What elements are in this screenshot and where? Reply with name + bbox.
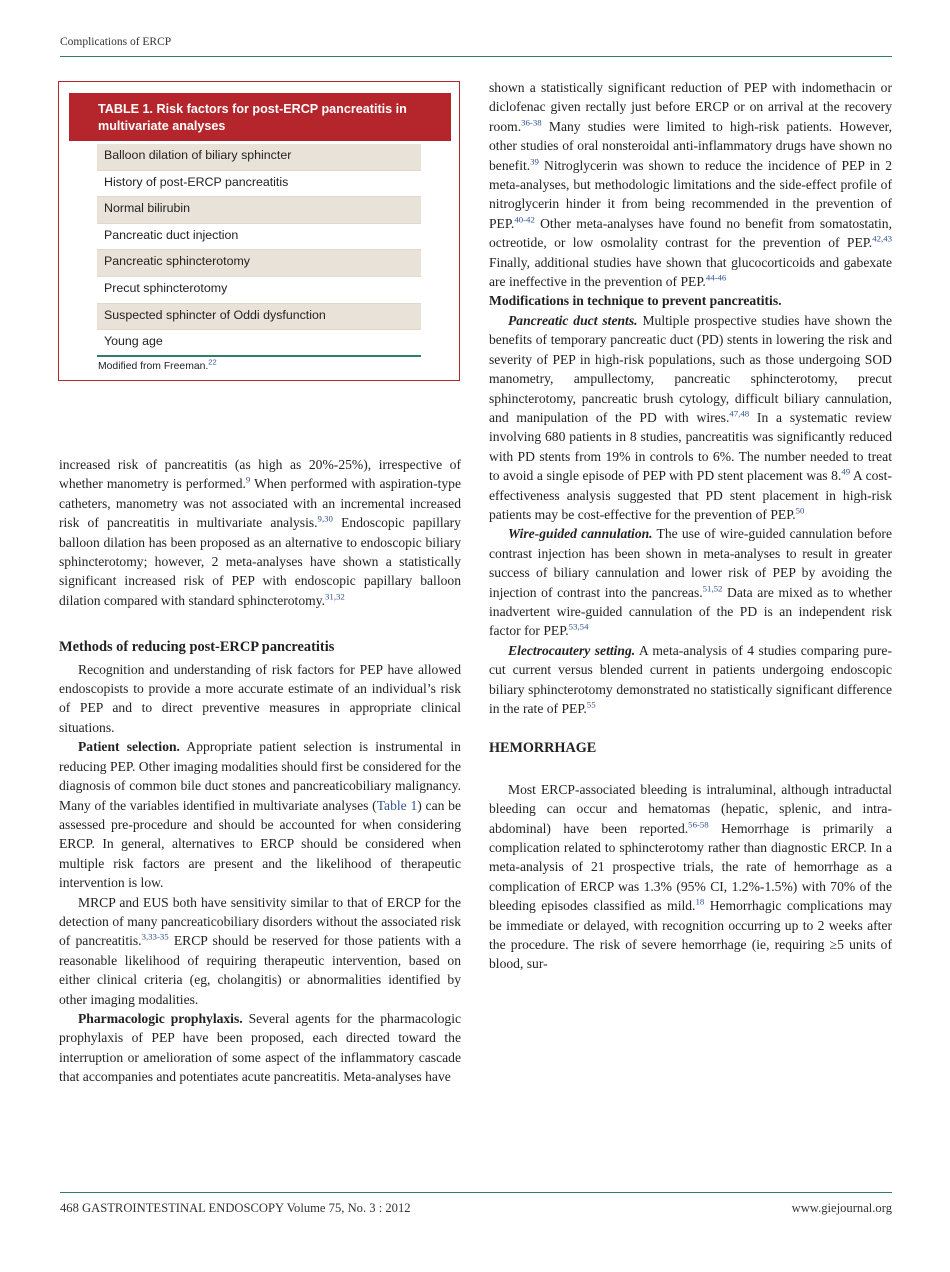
paragraph bbox=[59, 893, 461, 1009]
reference-link[interactable]: 40-42 bbox=[514, 214, 535, 225]
table-row: Pancreatic duct injection bbox=[97, 224, 421, 251]
running-head: Complications of ERCP bbox=[60, 36, 172, 48]
table-title-line-2: multivariate analyses bbox=[98, 119, 226, 133]
paragraph: Recognition and understanding of risk factors for PEP have allowed endoscopists to provide a more accurate estimate of an individual’s risk of PEP and to direct preventive measures in appropriate clinical situations. bbox=[59, 661, 461, 735]
run-in-heading: Pharmacologic prophylaxis. bbox=[78, 1010, 243, 1026]
paragraph bbox=[489, 524, 892, 640]
reference-link[interactable]: 51,52 bbox=[702, 583, 723, 594]
text-run: Nitroglycerin was shown to reduce the incidence of PEP in 2 meta-analyses, but methodologic limitations and the side-effect profile of nitroglycerin hinder it from being recommended in the prevention of PEP. bbox=[489, 157, 892, 231]
reference-link[interactable]: 39 bbox=[530, 156, 539, 167]
reference-link[interactable]: 50 bbox=[795, 505, 805, 516]
table-rows bbox=[97, 144, 421, 357]
reference-link[interactable]: 36-38 bbox=[521, 117, 542, 128]
reference-link[interactable]: 49 bbox=[841, 466, 851, 477]
text-run: Most ERCP-associated bleeding is intraluminal, although intraductal bleeding can occur and hematomas (hepatic, splenic, and intra-abdominal) have been reported. bbox=[489, 781, 892, 836]
reference-link[interactable]: 53,54 bbox=[568, 621, 589, 632]
paragraph bbox=[59, 737, 461, 892]
reference-link[interactable]: 22 bbox=[208, 357, 217, 367]
reference-link[interactable]: 18 bbox=[695, 896, 705, 907]
reference-link[interactable]: 31,32 bbox=[325, 591, 345, 602]
reference-link[interactable]: 9 bbox=[245, 474, 251, 485]
run-in-heading: Patient selection. bbox=[78, 739, 180, 755]
table-link[interactable]: Table 1 bbox=[376, 797, 418, 813]
text-run: Appropriate patient selection is instrumental in reducing PEP. Other imaging modalities should first be considered for the diagnosis of common bile duct stones and pancreaticobiliary malignancy. Many of the variables identified in multivariate analyses ( bbox=[59, 739, 461, 813]
text-run: Endoscopic papillary balloon dilation has been proposed as an alternative to endoscopic biliary sphincterotomy; however, 2 meta-analyses have shown a statistically significant increased risk of PEP with endoscopic papillary balloon dilation compared with standard sphincterotomy. bbox=[59, 515, 461, 608]
reference-link[interactable]: 56-58 bbox=[688, 819, 709, 830]
paragraph bbox=[489, 780, 892, 974]
paragraph bbox=[489, 311, 892, 524]
table-row: Young age bbox=[97, 330, 421, 357]
text-run: ERCP should be reserved for those patients with a reasonable likelihood of requiring therapeutic intervention, based on either clinical criteria (eg, cholangitis) or abnormalities identified by other imaging modalities. bbox=[59, 933, 461, 1007]
text-run: Many studies were limited to high-risk patients. However, other studies of oral nonsteroidal anti-inflammatory drugs have shown no benefit. bbox=[489, 118, 892, 173]
paragraph bbox=[59, 1009, 461, 1087]
run-in-heading: Electrocautery setting. bbox=[508, 642, 636, 658]
reference-link[interactable]: 42,43 bbox=[872, 233, 892, 244]
text-run: The use of wire-guided cannulation before contrast injection has been shown in meta-analyses to result in greater success of biliary cannulation and lower risk of PEP by avoiding the injection of contrast into the pancreas. bbox=[489, 526, 892, 600]
reference-link[interactable]: 47,48 bbox=[729, 408, 750, 419]
table-title-line-1: TABLE 1. Risk factors for post-ERCP pancreatitis in bbox=[98, 102, 407, 116]
table-row: Pancreatic sphincterotomy bbox=[97, 250, 421, 277]
table-title bbox=[69, 93, 451, 141]
paragraph bbox=[489, 78, 892, 291]
text-run: Hemorrhagic complications may be immediate or delayed, with recognition occurring up to 2 weeks after the procedure. The risk of severe hemorrhage (ie, requiring ≥5 units of blood, sur- bbox=[489, 898, 893, 972]
text-run: Hemorrhage is primarily a complication related to sphincterotomy rather than diagnostic ERCP. In a meta-analysis of 21 prospective trials, the rate of hemorrhage as a complication of ERCP was 1.3% (95% CI, 1.2%-1.5%) with 70% of the bleeding episodes classified as mild. bbox=[489, 820, 892, 914]
run-in-heading: Pancreatic duct stents. bbox=[508, 312, 638, 328]
footer-citation: 468 GASTROINTESTINAL ENDOSCOPY Volume 75, No. 3 : 2012 bbox=[60, 1201, 411, 1215]
footer-rule bbox=[60, 1192, 892, 1193]
paragraph bbox=[59, 455, 461, 610]
text-run: Other meta-analyses have found no benefit from somatostatin, octreotide, or low osmolality contrast for the prevention of PEP. bbox=[489, 215, 892, 251]
header-rule bbox=[60, 56, 892, 57]
section-heading: Methods of reducing post-ERCP pancreatitis bbox=[59, 639, 335, 656]
table-footnote bbox=[98, 357, 217, 372]
table-row: Precut sphincterotomy bbox=[97, 277, 421, 304]
subsection-heading: Modifications in technique to prevent pancreatitis. bbox=[489, 293, 782, 309]
table-row: Normal bilirubin bbox=[97, 197, 421, 224]
text-run: Multiple prospective studies have shown the benefits of temporary pancreatic duct (PD) stents in lowering the risk and severity of PEP in high-risk populations, such as those undergoing SOD manometry, ampullectomy, pancreatic sphincterotomy, precut sphincterotomy, pancreatic brush cytology, difficult biliary cannulation, and manipulation of the PD with wires. bbox=[489, 312, 892, 425]
run-in-heading: Wire-guided cannulation. bbox=[508, 526, 653, 542]
text-run: When performed with aspiration-type catheters, manometry was not associated with an incremental increased risk of pancreatitis in multivariate analysis. bbox=[59, 476, 462, 531]
text-run: In a systematic review involving 680 patients in 8 studies, pancreatitis was significantly reduced with PD stents from 19% in controls to 6%. The number needed to treat to avoid a single episode of PEP with PD stent placement was 8. bbox=[489, 409, 892, 484]
text-run: A meta-analysis of 4 studies comparing pure-cut current versus blended current in patients undergoing endoscopic biliary sphincterotomy demonstrated no statistically significant difference in the rate of PEP. bbox=[489, 642, 892, 716]
right-column bbox=[489, 78, 892, 974]
table-row: History of post-ERCP pancreatitis bbox=[97, 171, 421, 198]
reference-link[interactable]: 44-46 bbox=[705, 272, 727, 283]
left-column bbox=[59, 455, 461, 1087]
section-heading: HEMORRHAGE bbox=[489, 740, 597, 757]
reference-link[interactable]: 3,33-35 bbox=[141, 931, 169, 942]
text-run: increased risk of pancreatitis (as high as 20%-25%), irrespective of whether manometry is performed. bbox=[59, 457, 461, 492]
table-footnote-text: Modified from Freeman. bbox=[98, 361, 209, 372]
table-row: Balloon dilation of biliary sphincter bbox=[97, 144, 421, 171]
text-run: ) can be assessed pre-procedure and should be accounted for when considering ERCP. In general, alternatives to ERCP should be considered when multiple risk factors are present and the likelihood of therapeutic intervention is low. bbox=[59, 797, 461, 891]
text-run: A cost-effectiveness analysis suggested that PD stent placement in high-risk patients may be cost-effective for the prevention of PEP. bbox=[489, 468, 892, 522]
table-row: Suspected sphincter of Oddi dysfunction bbox=[97, 304, 421, 331]
reference-link[interactable]: 55 bbox=[586, 699, 596, 710]
table-1 bbox=[58, 81, 460, 381]
reference-link[interactable]: 9,30 bbox=[317, 513, 333, 524]
text-run: Finally, additional studies have shown that glucocorticoids and gabexate are ineffective in the prevention of PEP. bbox=[489, 254, 892, 290]
text-run: MRCP and EUS both have sensitivity similar to that of ERCP for the detection of many pancreaticobiliary disorders without the associated risk of pancreatitis. bbox=[59, 894, 461, 949]
text-run: shown a statistically significant reduction of PEP with indomethacin or diclofenac given rectally just before ERCP or on arrival at the recovery room. bbox=[489, 80, 892, 134]
footer-url[interactable]: www.giejournal.org bbox=[791, 1201, 892, 1215]
text-run: Several agents for the pharmacologic prophylaxis of PEP have been proposed, each directed toward the interruption or amelioration of some aspect of the inflammatory cascade that accompanies and potentiates acute pancreatitis. Meta-analyses have bbox=[59, 1010, 461, 1085]
paragraph bbox=[489, 641, 892, 719]
text-run: Data are mixed as to whether inadvertent wire-guided cannulation of the PD is an independent risk factor for PEP. bbox=[489, 584, 892, 639]
